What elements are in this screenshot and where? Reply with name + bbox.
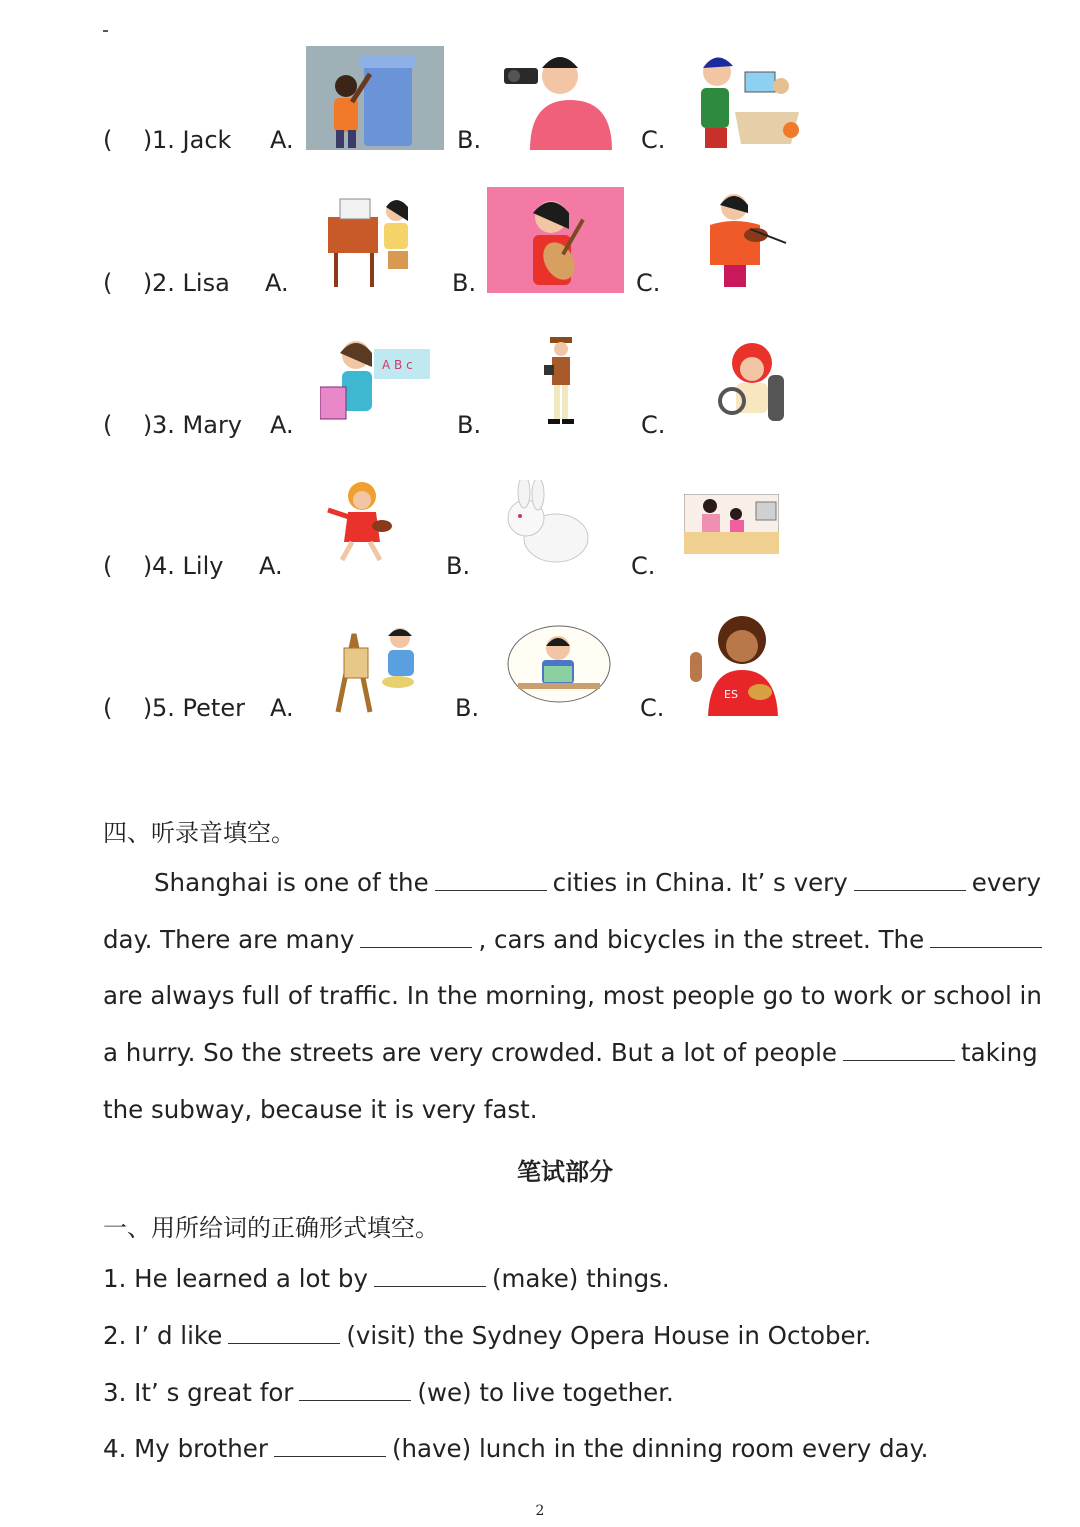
svg-text:ES: ES: [724, 688, 738, 701]
question-text: 4. My brother: [103, 1434, 268, 1463]
question-label: 3. Mary: [152, 411, 243, 439]
cloze-text: are always full of traffic. In the morning, most people go to work or school in: [103, 981, 1042, 1010]
page-number: 2: [535, 1503, 545, 1519]
cloze-text: Shanghai is one of the: [154, 868, 429, 897]
answer-blank[interactable]: [299, 1382, 411, 1401]
cloze-text: , cars and bicycles in the street. The: [478, 925, 925, 954]
answer-paren[interactable]: ( ): [103, 269, 153, 297]
option-a-label: A.: [270, 694, 294, 722]
option-c-label: C.: [636, 269, 661, 297]
boy-reading-book-image: [506, 624, 612, 704]
option-c-label: C.: [640, 694, 665, 722]
option-b-label: B.: [452, 269, 477, 297]
option-a-label: A.: [270, 126, 294, 154]
question-text: (we) to live together.: [417, 1378, 674, 1407]
boy-making-model-image: [695, 52, 801, 150]
question-text: (make) things.: [491, 1264, 670, 1293]
option-b-label: B.: [446, 552, 471, 580]
option-b-label: B.: [457, 126, 482, 154]
boy-eating-burger-image: [686, 612, 788, 716]
cloze-text: taking: [960, 1038, 1038, 1067]
written-part-heading: 笔试部分: [517, 1158, 613, 1186]
exercise-q2: [103, 1321, 1033, 1350]
exercise-q4: [103, 1434, 1033, 1463]
question-text: (have) lunch in the dinning room every day.: [391, 1434, 929, 1463]
answer-blank[interactable]: [228, 1325, 340, 1344]
question-text: 2. I’ d like: [103, 1321, 223, 1350]
answer-paren[interactable]: ( ): [103, 411, 153, 439]
question-label: 4. Lily: [152, 552, 224, 580]
question-label: 5. Peter: [152, 694, 245, 722]
answer-blank[interactable]: [854, 872, 966, 891]
cloze-text: the subway, because it is very fast.: [103, 1095, 538, 1124]
answer-blank[interactable]: [930, 929, 1042, 948]
exercise-q1: [103, 1264, 1033, 1293]
question-label: 1. Jack: [152, 126, 232, 154]
girl-driving-image: [716, 339, 788, 425]
question-row-3: [0, 325, 1080, 439]
cloze-text: every: [971, 868, 1041, 897]
section-4-title: 四、听录音填空。: [103, 819, 295, 847]
man-with-camera-image: [500, 44, 615, 150]
option-a-label: A.: [270, 411, 294, 439]
section-1-title: 一、用所给词的正确形式填空。: [103, 1214, 439, 1242]
answer-paren[interactable]: ( ): [103, 126, 153, 154]
tourist-with-camera-image: [540, 337, 582, 429]
question-row-5: [0, 608, 1080, 722]
option-a-label: A.: [259, 552, 283, 580]
girls-cooking-image: [684, 494, 779, 554]
exercise-q3: [103, 1378, 1033, 1407]
cloze-text: day. There are many: [103, 925, 355, 954]
cloze-text: cities in China. It’ s very: [552, 868, 848, 897]
teacher-with-board-image: [320, 335, 432, 435]
question-text: (visit) the Sydney Opera House in October.: [346, 1321, 872, 1350]
answer-blank[interactable]: [843, 1042, 955, 1061]
boy-painting-easel-image: [328, 624, 420, 714]
cloze-line-2: [103, 925, 1033, 954]
question-text: 3. It’ s great for: [103, 1378, 294, 1407]
girl-playing-violin-image: [690, 189, 790, 293]
boy-reaching-bin-image: [306, 46, 444, 150]
cloze-line-3: [103, 981, 1042, 1010]
answer-blank[interactable]: [274, 1438, 386, 1457]
girl-playing-pipa-image: [487, 187, 624, 293]
svg-text:A B c: A B c: [382, 358, 413, 372]
corner-mark: [103, 30, 108, 32]
answer-blank[interactable]: [435, 872, 547, 891]
option-a-label: A.: [265, 269, 289, 297]
answer-blank[interactable]: [374, 1268, 486, 1287]
option-b-label: B.: [455, 694, 480, 722]
cloze-line-4: [103, 1038, 1038, 1067]
option-c-label: C.: [641, 126, 666, 154]
answer-paren[interactable]: ( ): [103, 694, 153, 722]
question-row-4: [0, 466, 1080, 580]
option-c-label: C.: [641, 411, 666, 439]
girl-playing-piano-image: [326, 193, 414, 293]
question-label: 2. Lisa: [152, 269, 230, 297]
white-rabbit-image: [500, 480, 596, 568]
girl-dancing-violin-image: [322, 480, 406, 564]
answer-blank[interactable]: [360, 929, 472, 948]
answer-paren[interactable]: ( ): [103, 552, 153, 580]
option-c-label: C.: [631, 552, 656, 580]
question-text: 1. He learned a lot by: [103, 1264, 368, 1293]
question-row-1: [0, 40, 1080, 154]
cloze-text: a hurry. So the streets are very crowded. But a lot of people: [103, 1038, 837, 1067]
cloze-line-1: [103, 868, 1041, 897]
cloze-line-5: [103, 1095, 1033, 1124]
option-b-label: B.: [457, 411, 482, 439]
question-row-2: [0, 183, 1080, 297]
